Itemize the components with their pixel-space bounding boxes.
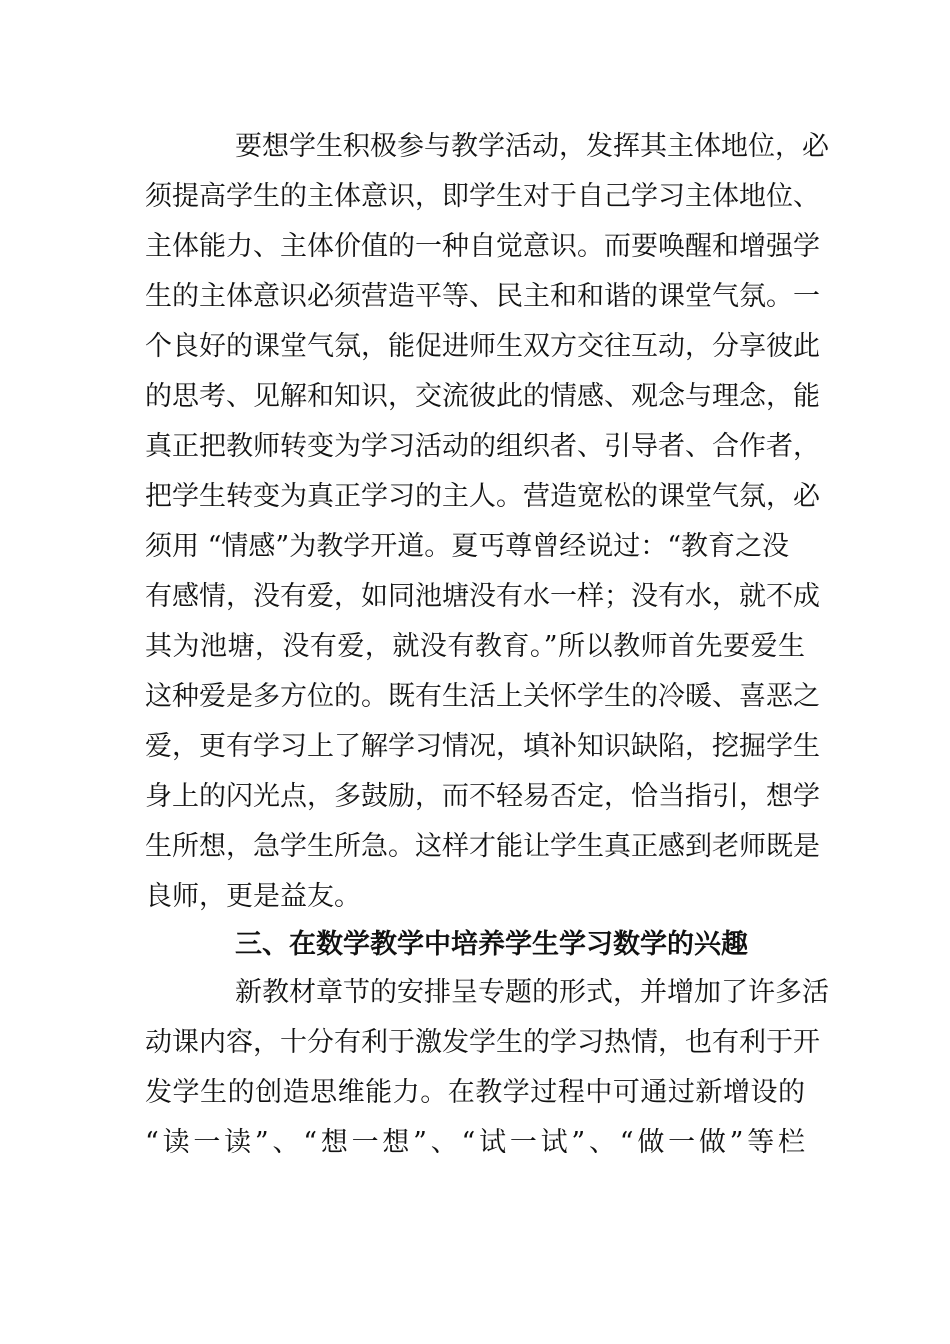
paragraph-line: 有感情，没有爱，如同池塘没有水一样；没有水，就不成 <box>145 581 820 612</box>
paragraph-line: 良师，更是益友。 <box>145 881 361 912</box>
paragraph-line: 爱，更有学习上了解学习情况，填补知识缺陷，挖掘学生 <box>145 731 820 762</box>
paragraph-line: 把学生转变为真正学习的主人。营造宽松的课堂气氛，必 <box>145 481 820 512</box>
paragraph-line: 生的主体意识必须营造平等、民主和和谐的课堂气氛。一 <box>145 281 820 312</box>
paragraph-line: 须用 “情感”为教学开道。夏丐尊曾经说过：“教育之没 <box>145 531 789 562</box>
paragraph-line: 这种爱是多方位的。既有生活上关怀学生的冷暖、喜恶之 <box>145 681 820 712</box>
paragraph-line: 个良好的课堂气氛，能促进师生双方交往互动，分享彼此 <box>145 331 820 362</box>
paragraph-line: 其为池塘，没有爱，就没有教育。”所以教师首先要爱生 <box>145 631 805 662</box>
paragraph-line: 真正把教师转变为学习活动的组织者、引导者、合作者， <box>145 431 820 462</box>
paragraph-line: 新教材章节的安排呈专题的形式，并增加了许多活 <box>235 977 829 1008</box>
paragraph-line: 主体能力、主体价值的一种自觉意识。而要唤醒和增强学 <box>145 231 820 262</box>
paragraph-line: “读一读”、“想一想”、“试一试”、“做一做”等栏 <box>145 1127 805 1158</box>
section-heading: 三、在数学教学中培养学生学习数学的兴趣 <box>235 929 748 960</box>
paragraph-line: 动课内容，十分有利于激发学生的学习热情，也有利于开 <box>145 1027 820 1058</box>
paragraph-line: 身上的闪光点，多鼓励，而不轻易否定，恰当指引，想学 <box>145 781 820 812</box>
paragraph-line: 须提高学生的主体意识，即学生对于自己学习主体地位、 <box>145 181 820 212</box>
paragraph-line: 的思考、见解和知识，交流彼此的情感、观念与理念，能 <box>145 381 820 412</box>
paragraph-line: 要想学生积极参与教学活动，发挥其主体地位，必 <box>235 131 829 162</box>
paragraph-line: 生所想，急学生所急。这样才能让学生真正感到老师既是 <box>145 831 820 862</box>
paragraph-line: 发学生的创造思维能力。在教学过程中可通过新增设的 <box>145 1077 805 1108</box>
